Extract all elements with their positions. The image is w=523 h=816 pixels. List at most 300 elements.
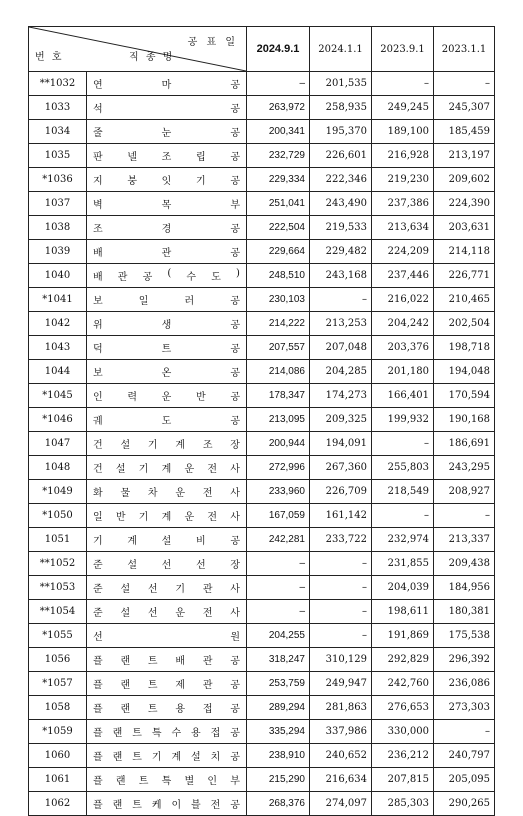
- job-code: *1041: [29, 288, 87, 312]
- job-name-char: 플: [93, 776, 103, 787]
- job-name-char: 트: [161, 344, 172, 355]
- table-row: [29, 720, 495, 744]
- job-name-cell: [87, 312, 247, 336]
- job-name: [93, 676, 240, 691]
- job-name-char: 줄: [93, 128, 103, 139]
- job-name-char: 계: [161, 464, 172, 475]
- wage-value-2024-1-1: 219,533: [310, 216, 372, 240]
- job-name-char: 랜: [120, 680, 131, 691]
- job-name-char: 화: [93, 488, 103, 499]
- job-name-char: 관: [161, 248, 172, 259]
- job-name-char: 준: [93, 584, 103, 595]
- job-code: 1039: [29, 240, 87, 264]
- job-name-char: 플: [93, 680, 103, 691]
- job-name-char: 공: [230, 296, 240, 307]
- job-name-char: 조: [202, 440, 213, 451]
- wage-value-2023-9-1: 292,829: [372, 648, 434, 672]
- job-name-char: 준: [93, 560, 103, 571]
- job-name-cell: [87, 192, 247, 216]
- job-name-char: 일: [138, 296, 149, 307]
- job-code: *1057: [29, 672, 87, 696]
- job-name-char: 선: [93, 632, 103, 643]
- job-name-char: 선: [195, 560, 206, 571]
- job-name-char: 트: [132, 800, 142, 811]
- header-row: [29, 27, 495, 72]
- wage-value-2023-9-1: 255,803: [372, 456, 434, 480]
- job-name-char: 기: [138, 512, 149, 523]
- job-name-cell: [87, 168, 247, 192]
- job-name-char: 관: [117, 272, 128, 283]
- job-name: [93, 436, 240, 451]
- wage-value-2024-9-1: –: [247, 72, 310, 96]
- job-name-char: 관: [202, 656, 213, 667]
- job-name-cell: [87, 504, 247, 528]
- table-row: [29, 96, 495, 120]
- job-name-char: 특: [151, 728, 162, 739]
- job-code: 1061: [29, 768, 87, 792]
- job-name-char: 기: [151, 752, 162, 763]
- job-name-char: 배: [93, 272, 103, 283]
- job-name-char: 수: [171, 728, 182, 739]
- wage-value-2024-1-1: 226,601: [310, 144, 372, 168]
- job-code: **1032: [29, 72, 87, 96]
- job-name-char: 설: [120, 584, 131, 595]
- job-code: 1058: [29, 696, 87, 720]
- job-code: 1044: [29, 360, 87, 384]
- job-name-cell: [87, 720, 247, 744]
- wage-value-2023-1-1: 240,797: [434, 744, 495, 768]
- job-code: 1048: [29, 456, 87, 480]
- job-name-char: 랜: [115, 776, 126, 787]
- wage-value-2023-1-1: 208,927: [434, 480, 495, 504]
- job-name-char: (: [167, 268, 172, 279]
- job-name: [93, 244, 240, 259]
- table-row: [29, 432, 495, 456]
- job-code: *1045: [29, 384, 87, 408]
- job-name-char: 건: [93, 440, 103, 451]
- wage-value-2023-9-1: 224,209: [372, 240, 434, 264]
- job-code: **1053: [29, 576, 87, 600]
- table-row: [29, 168, 495, 192]
- job-name-char: 트: [138, 776, 149, 787]
- job-code: 1056: [29, 648, 87, 672]
- job-code: 1043: [29, 336, 87, 360]
- job-name-char: ): [236, 268, 240, 279]
- job-name-char: 별: [184, 776, 195, 787]
- wage-value-2023-1-1: 180,381: [434, 600, 495, 624]
- wage-value-2024-1-1: 201,535: [310, 72, 372, 96]
- job-name-char: 력: [127, 392, 137, 403]
- column-header-2023-1-1: 2023.1.1: [434, 27, 495, 72]
- job-name-cell: [87, 648, 247, 672]
- corner-name-label: 직 종 명: [129, 52, 175, 63]
- job-name-cell: [87, 672, 247, 696]
- job-name-char: 공: [230, 344, 240, 355]
- wage-value-2023-9-1: 199,932: [372, 408, 434, 432]
- wage-value-2024-1-1: 281,863: [310, 696, 372, 720]
- wage-value-2023-9-1: 232,974: [372, 528, 434, 552]
- wage-value-2024-9-1: 215,290: [247, 768, 310, 792]
- job-name-char: 공: [230, 680, 240, 691]
- job-name-char: 조: [161, 152, 172, 163]
- job-name-char: 공: [230, 128, 240, 139]
- wage-value-2024-9-1: 289,294: [247, 696, 310, 720]
- wage-value-2023-1-1: 185,459: [434, 120, 495, 144]
- job-name-char: 트: [147, 656, 158, 667]
- job-name-char: 경: [161, 224, 172, 235]
- job-name-char: 공: [230, 392, 240, 403]
- wage-value-2023-9-1: 231,855: [372, 552, 434, 576]
- wage-value-2024-1-1: 161,142: [310, 504, 372, 528]
- wage-value-2023-9-1: 216,928: [372, 144, 434, 168]
- job-name-char: 트: [147, 680, 158, 691]
- job-name-cell: [87, 336, 247, 360]
- wage-value-2024-1-1: –: [310, 288, 372, 312]
- wage-value-2023-1-1: 213,337: [434, 528, 495, 552]
- job-name-char: 공: [230, 224, 240, 235]
- wage-value-2023-1-1: 194,048: [434, 360, 495, 384]
- job-code: **1052: [29, 552, 87, 576]
- job-name-char: 랜: [112, 752, 123, 763]
- job-name-char: 공: [230, 176, 240, 187]
- job-name-char: 도: [161, 416, 172, 427]
- wage-value-2024-9-1: 213,095: [247, 408, 310, 432]
- header-corner-cell: [29, 27, 247, 72]
- wage-value-2024-9-1: 229,334: [247, 168, 310, 192]
- job-name-char: 보: [93, 296, 103, 307]
- job-name-char: 계: [175, 440, 186, 451]
- job-name-char: 기: [147, 440, 158, 451]
- wage-value-2023-1-1: 296,392: [434, 648, 495, 672]
- wage-value-2024-1-1: 174,273: [310, 384, 372, 408]
- wage-value-2024-9-1: 204,255: [247, 624, 310, 648]
- job-code: 1033: [29, 96, 87, 120]
- job-name-char: 배: [93, 248, 103, 259]
- wage-value-2024-1-1: 226,709: [310, 480, 372, 504]
- table-row: [29, 744, 495, 768]
- job-name-char: 운: [161, 392, 172, 403]
- job-name-char: 전: [202, 608, 213, 619]
- job-name: [93, 100, 240, 115]
- wage-value-2024-9-1: 229,664: [247, 240, 310, 264]
- job-name: [93, 172, 240, 187]
- job-code: 1062: [29, 792, 87, 816]
- job-code: *1049: [29, 480, 87, 504]
- wage-value-2024-1-1: 204,285: [310, 360, 372, 384]
- wage-value-2024-9-1: –: [247, 552, 310, 576]
- wage-value-2023-1-1: 243,295: [434, 456, 495, 480]
- wage-value-2023-9-1: 198,611: [372, 600, 434, 624]
- job-name-char: 장: [230, 440, 240, 451]
- table-row: [29, 576, 495, 600]
- job-name: [93, 388, 240, 403]
- job-name-char: 조: [93, 224, 103, 235]
- column-header-2023-9-1: 2023.9.1: [372, 27, 434, 72]
- job-name-char: 위: [93, 320, 103, 331]
- wage-value-2023-1-1: 205,095: [434, 768, 495, 792]
- job-name-char: 립: [195, 152, 206, 163]
- job-name-char: 전: [207, 512, 218, 523]
- job-name-char: 석: [93, 104, 103, 115]
- wage-value-2024-9-1: 222,504: [247, 216, 310, 240]
- job-name-char: 반: [115, 512, 126, 523]
- job-name-char: 전: [207, 464, 218, 475]
- job-name-char: 설: [127, 560, 137, 571]
- job-name-char: 연: [93, 80, 103, 91]
- job-name-char: 비: [195, 536, 206, 547]
- job-name: [93, 412, 240, 427]
- table-row: [29, 288, 495, 312]
- wage-value-2024-9-1: 232,729: [247, 144, 310, 168]
- wage-value-2024-1-1: 337,986: [310, 720, 372, 744]
- job-name: [93, 76, 240, 91]
- job-name: [93, 220, 240, 235]
- job-name: [93, 460, 240, 475]
- job-name: [93, 340, 240, 355]
- job-name-cell: [87, 288, 247, 312]
- job-name-char: 배: [175, 656, 186, 667]
- job-code: 1047: [29, 432, 87, 456]
- wage-value-2023-1-1: 290,265: [434, 792, 495, 816]
- job-name-char: 용: [191, 728, 201, 739]
- job-name-char: 계: [171, 752, 182, 763]
- table-row: [29, 600, 495, 624]
- wage-value-2023-9-1: 242,760: [372, 672, 434, 696]
- wage-value-2024-9-1: 214,086: [247, 360, 310, 384]
- job-name-cell: [87, 72, 247, 96]
- job-name-char: 물: [120, 488, 131, 499]
- wage-value-2023-9-1: 276,653: [372, 696, 434, 720]
- job-name: [93, 748, 240, 763]
- job-name-cell: [87, 600, 247, 624]
- job-name-char: 공: [230, 728, 240, 739]
- job-name: [93, 796, 240, 811]
- wage-value-2024-1-1: 233,722: [310, 528, 372, 552]
- wage-value-2023-9-1: 249,245: [372, 96, 434, 120]
- wage-value-2024-9-1: 207,557: [247, 336, 310, 360]
- wage-value-2024-1-1: 249,947: [310, 672, 372, 696]
- job-name-cell: [87, 744, 247, 768]
- wage-value-2024-1-1: 216,634: [310, 768, 372, 792]
- wage-value-2024-9-1: 200,944: [247, 432, 310, 456]
- wage-value-2023-1-1: 273,303: [434, 696, 495, 720]
- job-name-char: 수: [186, 272, 197, 283]
- job-name-char: 플: [93, 800, 103, 811]
- job-code: 1051: [29, 528, 87, 552]
- job-code: 1060: [29, 744, 87, 768]
- table-row: [29, 552, 495, 576]
- corner-date-label: 공 표 일: [187, 37, 238, 48]
- wage-value-2024-1-1: 213,253: [310, 312, 372, 336]
- job-name-char: 붕: [127, 176, 137, 187]
- job-code: **1054: [29, 600, 87, 624]
- job-code: 1042: [29, 312, 87, 336]
- job-name-char: 사: [230, 608, 240, 619]
- wage-value-2023-9-1: –: [372, 72, 434, 96]
- job-name-char: 넬: [127, 152, 137, 163]
- wage-value-2024-1-1: 243,168: [310, 264, 372, 288]
- table-row: [29, 696, 495, 720]
- job-name-cell: [87, 216, 247, 240]
- job-name-char: 공: [230, 248, 240, 259]
- wage-value-2023-9-1: 207,815: [372, 768, 434, 792]
- wage-value-2023-9-1: 219,230: [372, 168, 434, 192]
- wage-value-2023-9-1: 216,022: [372, 288, 434, 312]
- table-row: [29, 792, 495, 816]
- table-row: [29, 504, 495, 528]
- job-name-char: 운: [175, 608, 186, 619]
- job-code: *1036: [29, 168, 87, 192]
- job-code: 1034: [29, 120, 87, 144]
- job-name-char: 제: [175, 680, 186, 691]
- wage-value-2023-9-1: 189,100: [372, 120, 434, 144]
- table-row: [29, 312, 495, 336]
- job-name-char: 랜: [112, 728, 123, 739]
- job-name-cell: [87, 768, 247, 792]
- wage-value-2024-9-1: 251,041: [247, 192, 310, 216]
- job-name: [93, 724, 240, 739]
- job-name-char: 계: [161, 512, 172, 523]
- wage-value-2024-1-1: 274,097: [310, 792, 372, 816]
- job-name: [93, 268, 240, 283]
- job-name-char: 판: [93, 152, 103, 163]
- job-name-char: 운: [175, 488, 186, 499]
- wage-value-2023-1-1: 226,771: [434, 264, 495, 288]
- job-code: *1050: [29, 504, 87, 528]
- job-name-char: 부: [230, 776, 240, 787]
- wage-value-2024-1-1: –: [310, 576, 372, 600]
- table-row: [29, 72, 495, 96]
- job-name-char: 반: [195, 392, 206, 403]
- table-body: [29, 72, 495, 816]
- job-name-char: 온: [161, 368, 172, 379]
- job-name-cell: [87, 480, 247, 504]
- job-code: 1035: [29, 144, 87, 168]
- job-name: [93, 556, 240, 571]
- wage-value-2023-1-1: –: [434, 72, 495, 96]
- job-name-cell: [87, 792, 247, 816]
- job-name-char: 기: [195, 176, 206, 187]
- wage-value-2023-9-1: 237,446: [372, 264, 434, 288]
- job-name-char: 차: [147, 488, 158, 499]
- job-name-char: 마: [161, 80, 172, 91]
- job-name-char: 건: [93, 464, 103, 475]
- job-name-char: 공: [230, 656, 240, 667]
- wage-value-2024-9-1: 178,347: [247, 384, 310, 408]
- job-name-char: 기: [138, 464, 149, 475]
- job-name-cell: [87, 144, 247, 168]
- job-name-cell: [87, 96, 247, 120]
- job-name-char: 도: [211, 272, 221, 283]
- wage-value-2023-9-1: –: [372, 432, 434, 456]
- job-name-char: 플: [93, 728, 103, 739]
- wage-value-2023-9-1: 166,401: [372, 384, 434, 408]
- wage-value-2024-1-1: 209,325: [310, 408, 372, 432]
- wage-value-2024-9-1: 242,281: [247, 528, 310, 552]
- wage-value-2024-9-1: 200,341: [247, 120, 310, 144]
- job-name-char: 랜: [112, 800, 123, 811]
- job-name-char: 목: [161, 200, 172, 211]
- wage-value-2024-1-1: 240,652: [310, 744, 372, 768]
- job-name: [93, 604, 240, 619]
- table-row: [29, 624, 495, 648]
- job-name: [93, 316, 240, 331]
- job-name-char: 인: [93, 392, 103, 403]
- job-name-char: 접: [202, 704, 213, 715]
- job-name-char: 설: [191, 752, 201, 763]
- wage-value-2024-1-1: 310,129: [310, 648, 372, 672]
- job-name-char: 케: [151, 800, 162, 811]
- job-name-cell: [87, 696, 247, 720]
- wage-value-2024-9-1: 233,960: [247, 480, 310, 504]
- wage-value-2023-1-1: 198,718: [434, 336, 495, 360]
- wage-value-2023-9-1: 191,869: [372, 624, 434, 648]
- job-name-char: 눈: [161, 128, 172, 139]
- wage-value-2024-9-1: 238,910: [247, 744, 310, 768]
- wage-value-2024-1-1: 243,490: [310, 192, 372, 216]
- wage-value-2023-9-1: 237,386: [372, 192, 434, 216]
- job-name-char: 이: [171, 800, 182, 811]
- job-name-char: 부: [230, 200, 240, 211]
- wage-value-2023-1-1: 224,390: [434, 192, 495, 216]
- job-name: [93, 628, 240, 643]
- table-row: [29, 384, 495, 408]
- job-name-cell: [87, 120, 247, 144]
- wage-value-2023-9-1: –: [372, 504, 434, 528]
- wage-value-2024-1-1: 194,091: [310, 432, 372, 456]
- wage-value-2024-1-1: 258,935: [310, 96, 372, 120]
- job-name-char: 보: [93, 368, 103, 379]
- job-code: *1046: [29, 408, 87, 432]
- job-name-char: 공: [142, 272, 153, 283]
- job-name-char: 특: [161, 776, 172, 787]
- table-row: [29, 672, 495, 696]
- job-name: [93, 652, 240, 667]
- job-name: [93, 196, 240, 211]
- job-name-char: 선: [147, 608, 158, 619]
- job-name-cell: [87, 240, 247, 264]
- job-name-char: 공: [230, 752, 240, 763]
- job-name-char: 공: [230, 104, 240, 115]
- job-name-cell: [87, 576, 247, 600]
- job-name-char: 공: [230, 80, 240, 91]
- table-row: [29, 456, 495, 480]
- job-name: [93, 364, 240, 379]
- job-name-cell: [87, 384, 247, 408]
- job-name-char: 러: [184, 296, 195, 307]
- column-header-2024-1-1: 2024.1.1: [310, 27, 372, 72]
- job-name-char: 기: [175, 584, 186, 595]
- wage-value-2023-1-1: 214,118: [434, 240, 495, 264]
- job-name-cell: [87, 624, 247, 648]
- job-name-char: 공: [230, 152, 240, 163]
- job-name-char: 잇: [161, 176, 172, 187]
- table-row: [29, 360, 495, 384]
- job-name-cell: [87, 456, 247, 480]
- wage-value-2023-1-1: 213,197: [434, 144, 495, 168]
- job-name: [93, 124, 240, 139]
- job-name-char: 플: [93, 704, 103, 715]
- job-name-char: 플: [93, 752, 103, 763]
- job-name-char: 랜: [120, 704, 131, 715]
- wage-value-2024-1-1: –: [310, 624, 372, 648]
- job-name-char: 설: [120, 608, 131, 619]
- job-name-cell: [87, 408, 247, 432]
- job-name-char: 관: [202, 584, 213, 595]
- job-name-char: 계: [127, 536, 137, 547]
- wage-value-2023-1-1: 236,086: [434, 672, 495, 696]
- table-row: [29, 144, 495, 168]
